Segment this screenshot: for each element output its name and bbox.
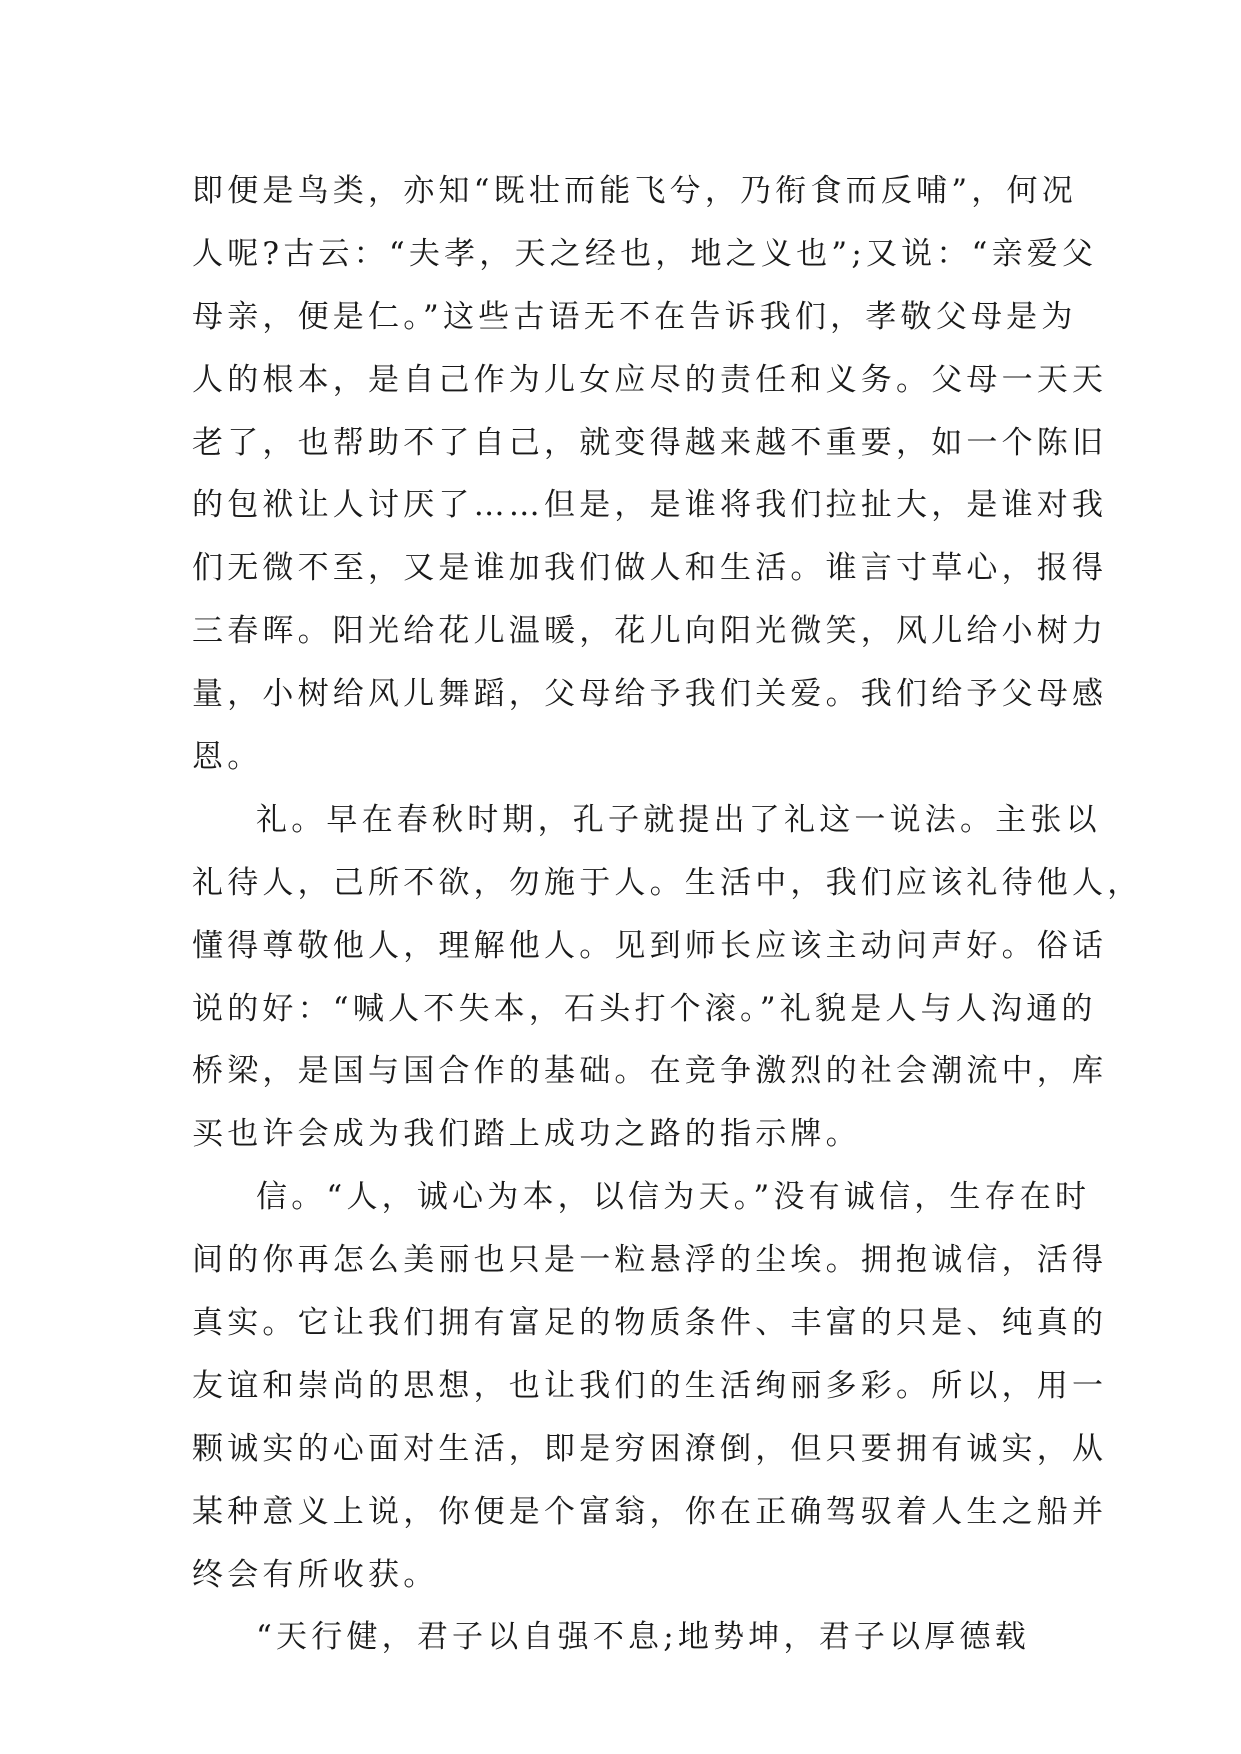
text-line: 人的根本，是自己作为儿女应尽的责任和义务。父母一天天 [192, 361, 1108, 398]
text-line: 即便是鸟类，亦知“既壮而能飞兮，乃衔食而反哺”，何况 [192, 173, 1077, 209]
text-line: 老了，也帮助不了自己，就变得越来越不重要，如一个陈旧 [192, 424, 1108, 461]
text-line: 真实。它让我们拥有富足的物质条件、丰富的只是、纯真的 [192, 1305, 1108, 1342]
text-line: 某种意义上说，你便是个富翁，你在正确驾驭着人生之船并 [192, 1493, 1108, 1530]
text-line: 说的好：“喊人不失本，石头打个滚。”礼貌是人与人沟通的 [192, 990, 1097, 1027]
text-line: 的包袱让人讨厌了……但是，是谁将我们拉扯大，是谁对我 [192, 487, 1108, 524]
text-line: 人呢?古云：“夫孝，天之经也，地之义也”;又说：“亲爱父 [192, 235, 1098, 272]
text-line: 恩。 [192, 739, 263, 776]
text-line: 颗诚实的心面对生活，即是穷困潦倒，但只要拥有诚实，从 [192, 1430, 1108, 1467]
text-line: 终会有所收获。 [192, 1556, 439, 1593]
text-line: 懂得尊敬他人，理解他人。见到师长应该主动问声好。俗话 [192, 927, 1108, 964]
text-line: 友谊和崇尚的思想，也让我们的生活绚丽多彩。所以，用一 [192, 1367, 1108, 1404]
text-line: 母亲，便是仁。”这些古语无不在告诉我们，孝敬父母是为 [192, 298, 1077, 335]
text-line: 量，小树给风儿舞蹈，父母给予我们关爱。我们给予父母感 [192, 676, 1108, 713]
text-line: 三春晖。阳光给花儿温暖，花儿向阳光微笑，风儿给小树力 [192, 613, 1108, 650]
text-line: 礼待人，己所不欲，勿施于人。生活中，我们应该礼待他人， [192, 864, 1143, 901]
text-line: 间的你再怎么美丽也只是一粒悬浮的尘埃。拥抱诚信，活得 [192, 1242, 1108, 1279]
paragraph-start-line: 礼。早在春秋时期，孔子就提出了礼这一说法。主张以 [256, 801, 1101, 838]
body-text [192, 160, 1143, 1669]
paragraph-start-line: “天行健，君子以自强不息;地势坤，君子以厚德载 [256, 1619, 1030, 1656]
text-line: 们无微不至，又是谁加我们做人和生活。谁言寸草心，报得 [192, 550, 1108, 587]
paragraph-start-line: 信。“人，诚心为本，以信为天。”没有诚信，生存在时 [256, 1179, 1091, 1216]
text-line: 桥梁，是国与国合作的基础。在竞争激烈的社会潮流中，库 [192, 1053, 1108, 1090]
text-line: 买也许会成为我们踏上成功之路的指示牌。 [192, 1116, 861, 1153]
